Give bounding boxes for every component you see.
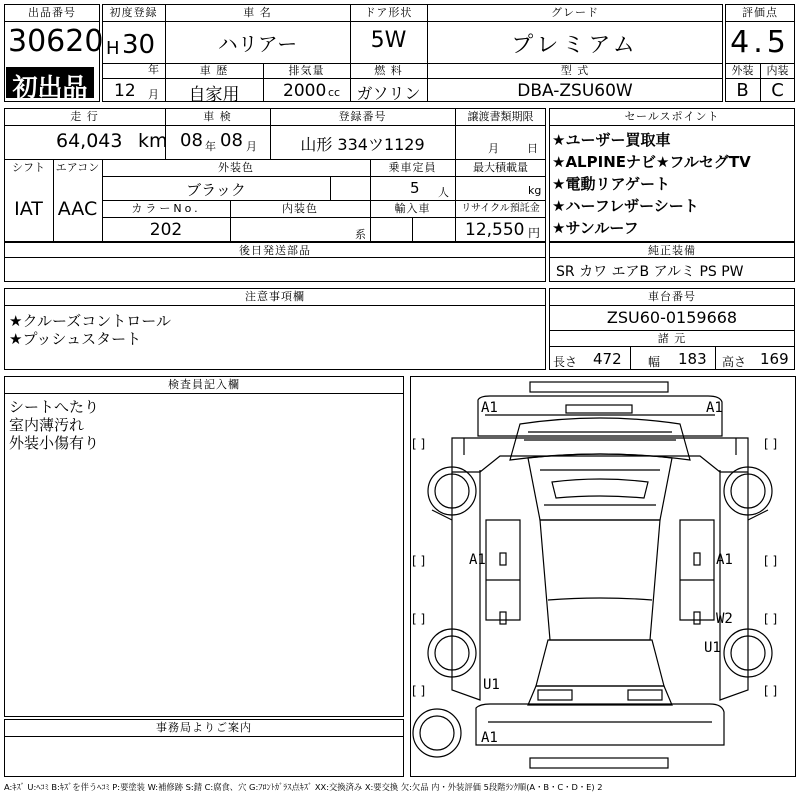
note-item: ★クルーズコントロール	[9, 312, 171, 330]
first-reg-year-unit: 年	[148, 63, 159, 76]
sales-point-item: ★電動リアゲート	[552, 175, 670, 193]
dimensions-label: 諸 元	[657, 332, 687, 345]
length-label: 長さ	[553, 355, 578, 369]
later-parts-label: 後日発送部品	[239, 244, 311, 257]
transfer-docs-day-unit: 日	[527, 142, 538, 155]
sales-points-label: セールスポイント	[624, 110, 720, 123]
notes-label: 注意事項欄	[245, 290, 305, 303]
inspection-year-unit: 年	[205, 140, 216, 153]
exterior-score-label: 外装	[731, 64, 754, 77]
bracket-mark: [ ]	[412, 437, 426, 451]
note-item: ★プッシュスタート	[9, 330, 142, 348]
interior-color-unit: 系	[355, 228, 366, 241]
recycle-label: リサイクル預託金	[461, 203, 540, 214]
capacity-label: 乗車定員	[388, 161, 437, 174]
mileage-label: 走 行	[70, 110, 99, 123]
inspector-item: 室内薄汚れ	[9, 416, 85, 434]
bracket-mark: [ ]	[764, 612, 778, 626]
lot-label: 出品番号	[28, 6, 76, 19]
shift-value: IAT	[14, 198, 43, 220]
color-no-value: 202	[149, 220, 183, 240]
bracket-mark: [ ]	[412, 684, 426, 698]
inspector-item: シートへたり	[9, 398, 100, 416]
sales-point-item: ★ハーフレザーシート	[552, 197, 699, 215]
interior-color-label: 内装色	[282, 202, 318, 215]
length-value: 472	[593, 350, 622, 368]
inspector-item: 外装小傷有り	[9, 434, 100, 452]
interior-score-label: 内装	[766, 64, 789, 77]
height-label: 高さ	[722, 355, 747, 369]
fuel-label: 燃 料	[374, 64, 403, 77]
width-label: 幅	[648, 355, 661, 369]
inspection-year: 08	[180, 130, 203, 151]
import-label: 輸入車	[394, 202, 431, 215]
grade-label: グレード	[551, 6, 599, 19]
displacement-value: 2000	[283, 81, 327, 101]
first-reg-era: H	[106, 38, 120, 59]
capacity-unit: 人	[438, 186, 449, 199]
damage-front-right: A1	[706, 400, 723, 416]
first-reg-month: 12	[114, 81, 136, 101]
bracket-mark: [ ]	[412, 612, 426, 626]
mileage-value: 64,043	[56, 130, 123, 152]
door-value: 5W	[370, 28, 407, 53]
model-code-value: DBA-ZSU60W	[517, 81, 633, 101]
damage-right-door: A1	[716, 552, 733, 568]
damage-right-rear-door: W2	[716, 611, 733, 627]
history-value: 自家用	[188, 85, 240, 105]
bracket-mark: [ ]	[412, 554, 426, 568]
damage-rear-bumper: A1	[481, 730, 498, 746]
first-reg-label: 初度登録	[109, 6, 158, 19]
first-reg-year: 30	[122, 30, 156, 60]
equipment-value: SR カワ エアB アルミ PS PW	[556, 264, 744, 280]
max-load-label: 最大積載量	[473, 161, 528, 174]
office-label: 事務局よりご案内	[156, 721, 252, 734]
inspector-label: 検査員記入欄	[168, 378, 240, 391]
bracket-mark: [ ]	[764, 554, 778, 568]
recycle-value: 12,550	[465, 220, 525, 240]
transfer-docs-label: 譲渡書類期限	[467, 110, 534, 123]
inspection-month: 08	[220, 130, 243, 151]
capacity-value: 5	[410, 179, 420, 197]
door-label: ドア形状	[364, 6, 413, 19]
grade-value: プレミアム	[511, 33, 639, 58]
plate-value: 山形 334ツ1129	[300, 135, 425, 154]
displacement-label: 排気量	[288, 64, 325, 77]
height-value: 169	[760, 350, 789, 368]
lot-number: 30620	[8, 24, 104, 59]
score-label: 評価点	[742, 6, 778, 19]
interior-score: C	[771, 80, 784, 101]
score-value: 4.5	[730, 25, 790, 60]
mileage-unit: km	[138, 130, 168, 152]
sales-point-item: ★ALPINEナビ★フルセグTV	[552, 153, 751, 171]
history-label: 車 歴	[199, 64, 229, 77]
shift-label: シフト	[12, 161, 45, 174]
chassis-label: 車台番号	[648, 290, 696, 303]
first-listing-badge-text: 初出品	[12, 73, 88, 102]
bracket-mark: [ ]	[764, 684, 778, 698]
fuel-value: ガソリン	[356, 84, 421, 103]
legend-text: A:ｷｽﾞ U:ﾍｺﾐ B:ｷｽﾞを伴うﾍｺﾐ P:要塗装 W:補修跡 S:錆 C:腐食、穴 G:ﾌﾛﾝﾄｶﾞﾗｽ点ｷｽﾞ XX:交換済み X:要交換 欠:欠品 内・外装評価 5段階ﾗﾝｸ順(A・B・C・D・E) 2	[4, 782, 603, 792]
displacement-unit: cc	[328, 86, 341, 99]
sales-point-item: ★ユーザー買取車	[552, 131, 671, 149]
exterior-score: B	[736, 80, 749, 101]
inspection-label: 車 検	[203, 110, 232, 123]
width-value: 183	[678, 350, 707, 368]
equipment-label: 純正装備	[648, 244, 696, 257]
plate-label: 登録番号	[338, 110, 387, 123]
exterior-color-label: 外装色	[218, 161, 254, 174]
car-name-label: 車 名	[243, 6, 272, 19]
car-name-value: ハリアー	[217, 32, 298, 56]
bracket-mark: [ ]	[764, 437, 778, 451]
sales-point-item: ★サンルーフ	[552, 219, 639, 237]
aircon-label: エアコン	[55, 161, 100, 174]
damage-front-left: A1	[481, 400, 498, 416]
damage-right-rear-fender: U1	[704, 640, 721, 656]
chassis-value: ZSU60-0159668	[606, 308, 738, 327]
first-reg-month-unit: 月	[148, 88, 159, 101]
damage-left-rear: U1	[483, 677, 500, 693]
color-no-label: カラーNo.	[131, 202, 201, 215]
aircon-value: AAC	[57, 198, 98, 220]
inspection-month-unit: 月	[246, 140, 257, 153]
exterior-color-value: ブラック	[186, 181, 246, 199]
model-code-label: 型 式	[560, 64, 590, 77]
damage-left-door: A1	[469, 552, 486, 568]
transfer-docs-month-unit: 月	[488, 142, 499, 155]
recycle-unit: 円	[528, 226, 541, 240]
max-load-unit: kg	[528, 184, 542, 197]
